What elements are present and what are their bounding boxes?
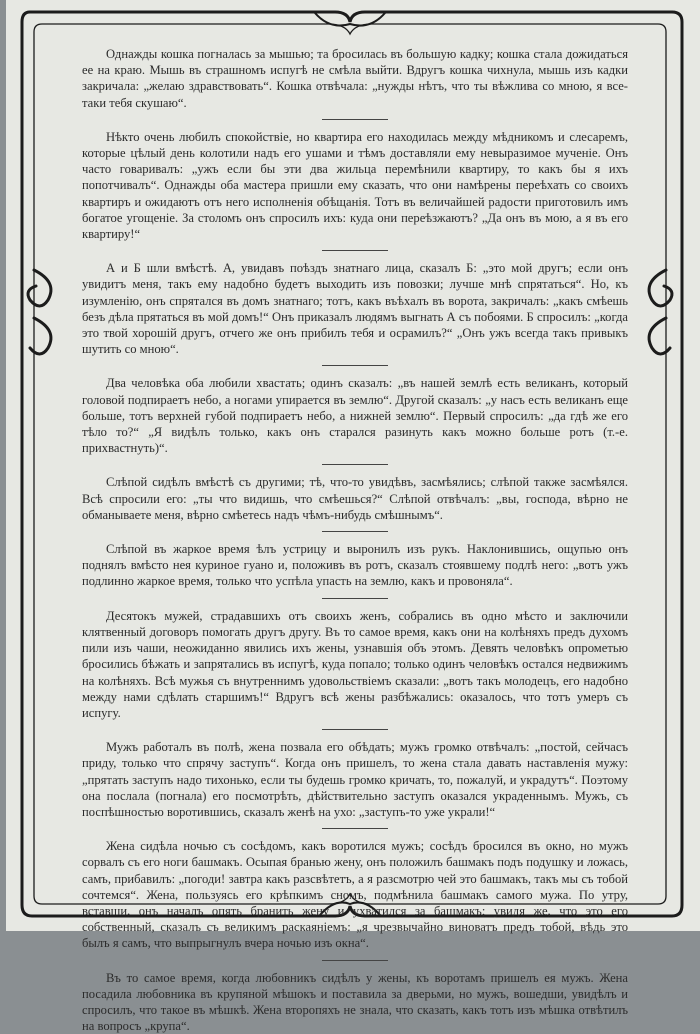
separator-line — [322, 828, 388, 829]
story-paragraph: Мужъ работалъ въ полѣ, жена позвала его обѣдать; мужъ громко отвѣчалъ: „постой, сейчасъ приду, только что спрячу заступъ“. Когда онъ пришелъ, то жена стала давать наставленія мужу: „прятать заступъ надо тихонько, если ты будешь громко кричать, то, пожалуй, и украдутъ“. Поэтому она послала (погнала) его посмотрѣть, дѣйствительно заступъ оказался украденнымъ. Мужъ, съ поспѣшностью воротившись, сказалъ женѣ на ухо: „заступъ-то уже украли!“ — [82, 740, 628, 819]
story-paragraph: А и Б шли вмѣстѣ. А, увидавъ поѣздъ знатнаго лица, сказалъ Б: „это мой другъ; если онъ увидитъ меня, такъ ему надобно будетъ выходить изъ повозки; лучше мнѣ спрятаться“. Но, къ изумленію, онъ спрятался въ домъ знатнаго; тотъ, какъ въѣхалъ въ ворота, закричалъ: „какъ смѣешь безъ дѣла прятаться въ мой домъ!“ Онъ приказалъ людямъ выгнать А съ побоями. Б спросилъ: „когда это твой хорошій другъ, отчего же онъ прибилъ тебя и осрамилъ?“ „Онъ ужъ всегда такъ привыкъ шутить со мною“. — [82, 261, 628, 357]
story-paragraph: Въ то самое время, когда любовникъ сидѣлъ у жены, къ воротамъ пришелъ ея мужъ. Жена посадила любовника въ крупяной мѣшокъ и поставила за дверьми, но мужъ, вошедши, увидѣлъ и спросилъ, что такое въ мѣшкѣ. Жена второпяхъ не знала, что сказать, какъ тотъ изъ мѣшка отвѣтилъ на вопросъ „крупа“. — [82, 970, 628, 1034]
separator-line — [322, 464, 388, 465]
separator-line — [322, 119, 388, 120]
story-paragraph: Жена сидѣла ночью съ сосѣдомъ, какъ воротился мужъ; сосѣдъ бросился въ окно, но мужъ сорвалъ съ его ноги башмакъ. Осыпая бранью жену, онъ положилъ башмакъ подъ подушку и ложась, самъ, прибавилъ: „погоди! завтра какъ разсвѣтетъ, а я разсмотрю чей это башмакъ, такъ мы съ тобой сочтемся“. Жена, пользуясь его крѣпкимъ сномъ, подмѣнила башмакъ самого мужа. По утру, вставши, онъ началъ опять бранить жену и ухватился за башмакъ; увидя же, что это его собственный, сказалъ съ великимъ раскаяніемъ: „я чрезвычайно виноватъ предъ тобой, вѣдь это былъ я самъ, что выпрыгнулъ вчера ночью изъ окна“. — [82, 839, 628, 951]
story-paragraph: Слѣпой въ жаркое время ѣлъ устрицу и выронилъ изъ рукъ. Наклонившись, ощупью онъ поднялъ вмѣсто нея куриное гуано и, положивъ въ ротъ, сказалъ стоявшему подлѣ него: „вотъ ужъ подлинно жаркое время, только что успѣла упасть на землю, какъ и провоняла“. — [82, 542, 628, 589]
frame-right-ornament — [649, 270, 672, 354]
frame-left-ornament — [28, 270, 51, 354]
document-body — [82, 46, 628, 1034]
story-paragraph: Однажды кошка погналась за мышью; та бросилась въ большую кадку; кошка стала дожидаться ее на краю. Мышь въ страшномъ испугѣ не смѣла выйти. Вдругъ кошка чихнула, мышь изъ кадки закричала: „желаю здравствовать“. Кошка отвѣчала: „нужды нѣтъ, что ты вѣжлива со мною, я все-таки тебя скушаю“. — [82, 47, 628, 110]
separator-line — [322, 960, 388, 961]
separator-line — [322, 598, 388, 599]
story-paragraph: Два человѣка оба любили хвастать; одинъ сказалъ: „въ нашей землѣ есть великанъ, который головой подпираетъ небо, а ногами упирается въ землю“. Другой сказалъ: „у насъ есть великанъ еще больше, тотъ верхней губой подпираетъ небо, а нижней землю“. Первый спросилъ: „да гдѣ же его тѣло то?“ „Я видѣлъ только, какъ онъ старался разинуть какъ можно больше ротъ (т.-е. прихвастнуть)“. — [82, 376, 628, 456]
separator-line — [322, 531, 388, 532]
separator-line — [322, 365, 388, 366]
story-paragraph: Слѣпой сидѣлъ вмѣстѣ съ другими; тѣ, что-то увидѣвъ, засмѣялись; слѣпой также засмѣялся. Всѣ спросили его: „ты что видишь, что смѣешься?“ Слѣпой отвѣчалъ: „вы, господа, вѣрно не обманываете меня, вѣрно смѣетесь надъ чѣмъ-нибудь смѣшнымъ“. — [82, 475, 628, 522]
separator-line — [322, 250, 388, 251]
separator-line — [322, 729, 388, 730]
frame-outer-top — [30, 12, 672, 22]
story-paragraph: Нѣкто очень любилъ спокойствіе, но квартира его находилась между мѣдникомъ и слесаремъ, которые цѣлый день колотили надъ его ушами и тѣмъ доставляли ему невыразимое мученіе. Онъ часто говаривалъ: „ужъ если бы эти два жильца перемѣнили квартиру, то какъ бы я ихъ попотчивалъ“. Однажды оба мастера пришли ему сказать, что они намѣрены переѣхать со своихъ квартиръ и ожидаютъ отъ него исполненія обѣщанія. Тотъ въ величайшей радости приготовилъ имъ богатое угощеніе. За столомъ онъ спросилъ ихъ: куда они переѣзжаютъ? „Да онъ въ мою, а я въ его квартиру!“ — [82, 129, 628, 242]
story-paragraph: Десятокъ мужей, страдавшихъ отъ своихъ женъ, собрались въ одно мѣсто и заключили клятвенный договоръ помогать другъ другу. Въ то самое время, какъ они на колѣняхъ предъ духомъ пили изъ чаши, неожиданно явились ихъ жены, узнавшія объ этомъ. Девять человѣкъ опрометью бросились бѣжать и запрятались въ испугѣ, куда попало; только одинъ человѣкъ остался недвижимъ на колѣняхъ. Всѣ мужья съ внутреннимъ удовольствіемъ сказали: „вотъ такъ молодецъ, его надобно между нами сдѣлать старшимъ!“ Вдругъ всѣ жены разбѣжались: оказалось, что тотъ умеръ съ испугу. — [82, 608, 628, 720]
